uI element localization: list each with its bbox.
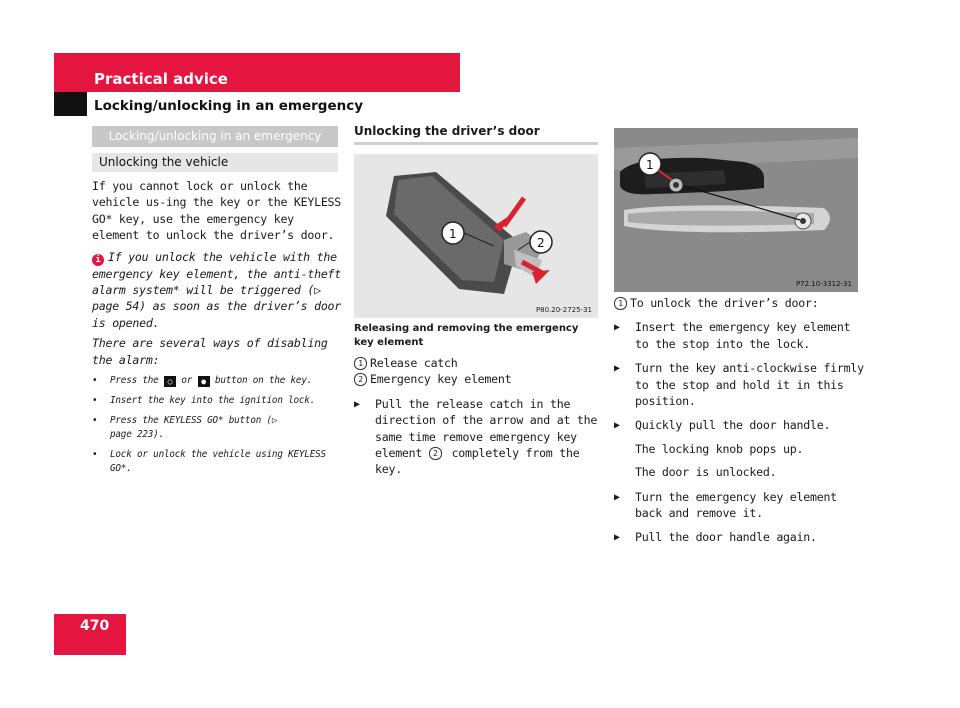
legend-text: Release catch (370, 356, 458, 370)
step-text: Quickly pull the door handle. (635, 418, 831, 433)
info-note-text: If you unlock the vehicle with the emergency key element, the anti-theft alarm system* will be triggered (▷ page 54) as soon as the driver’s door is opened. (92, 249, 342, 330)
door-drawing (614, 128, 858, 292)
right-text (614, 295, 864, 546)
step-arrow-icon: ▶ (614, 420, 620, 432)
heading-rule (354, 142, 598, 145)
bullet-text: Press the (110, 375, 164, 387)
result-text: The door is unlocked. (635, 465, 777, 480)
page-number: 470 (80, 618, 110, 634)
instruction-step (614, 489, 864, 522)
step-text: Pull the release catch in the direction of the arrow and at the same time remove emergency key element (375, 396, 598, 461)
callout-number: 1 (354, 357, 367, 370)
instruction-step (614, 319, 864, 352)
legend-item (354, 371, 604, 387)
step-arrow-icon: ▶ (614, 532, 620, 544)
svg-text:1: 1 (449, 227, 457, 241)
callout-number: 1 (614, 297, 627, 310)
bullet-item: • Press the KEYLESS GO* button (▷ page 223). (92, 414, 280, 442)
unlock-icon: ○ (164, 376, 176, 387)
ways-title: There are several ways of disabling the alarm: (92, 336, 328, 367)
svg-text:2: 2 (537, 236, 545, 250)
image-code: P72.10-3312-31 (795, 280, 852, 288)
instruction-step (614, 529, 864, 545)
instruction-step (614, 360, 864, 409)
instruction-step (614, 417, 864, 433)
info-note (92, 249, 342, 332)
result-text: The locking knob pops up. (635, 441, 804, 456)
step-text: Insert the emergency key element to the stop into the lock. (635, 320, 851, 351)
callout-line (614, 295, 864, 311)
callout-number: 2 (354, 373, 367, 386)
callout-text: To unlock the driver’s door: (630, 296, 819, 310)
image-code: P80.20-2725-31 (535, 306, 592, 314)
step-arrow-icon: ▶ (614, 363, 620, 375)
callout-number: 2 (429, 447, 442, 460)
middle-text (354, 355, 604, 478)
page-number-box (54, 614, 126, 655)
svg-text:1: 1 (646, 158, 654, 172)
step-text: Turn the emergency key element back and remove it. (635, 489, 837, 521)
legend-text: Emergency key element (370, 372, 512, 387)
step-text: completely from the key. (375, 446, 580, 477)
subsection-title: Locking/unlocking in an emergency (94, 98, 364, 114)
lock-icon: ● (198, 376, 210, 387)
legend-item (354, 355, 604, 371)
door-handle-photo (614, 128, 858, 292)
subtopic-bar: Unlocking the vehicle (92, 153, 338, 172)
intro-text: If you cannot lock or unlock the vehicle us-ing the key or the KEYLESS GO* key, use the emergency key element to unlock the driver’s door. (92, 179, 342, 243)
bullet-item: • Insert the key into the ignition lock. (92, 394, 342, 408)
bullet-item: • Lock or unlock the vehicle using KEYLESS GO*. (92, 448, 335, 476)
section-title: Practical advice (94, 70, 228, 88)
key-drawing (354, 154, 598, 318)
step-arrow-icon: ▶ (354, 398, 360, 410)
column-heading: Unlocking the driver’s door (354, 124, 540, 138)
step-text: Pull the door handle again. (635, 530, 817, 545)
step-text: Turn the key anti-clockwise firmly to the stop and hold it in this position. (635, 361, 864, 409)
instruction-step (354, 396, 604, 478)
bullet-text: or (175, 375, 198, 387)
step-arrow-icon: ▶ (614, 322, 620, 334)
figure-caption: Releasing and removing the emergency key element (354, 323, 579, 348)
topic-bar: Locking/unlocking in an emergency (92, 126, 338, 147)
bullet-text: button on the key. (209, 375, 313, 387)
bullet-item (92, 374, 342, 388)
key-illustration (354, 154, 598, 318)
info-icon: i (92, 254, 104, 266)
header-black-tab (54, 92, 87, 116)
left-column (92, 178, 342, 476)
step-arrow-icon: ▶ (614, 491, 620, 503)
